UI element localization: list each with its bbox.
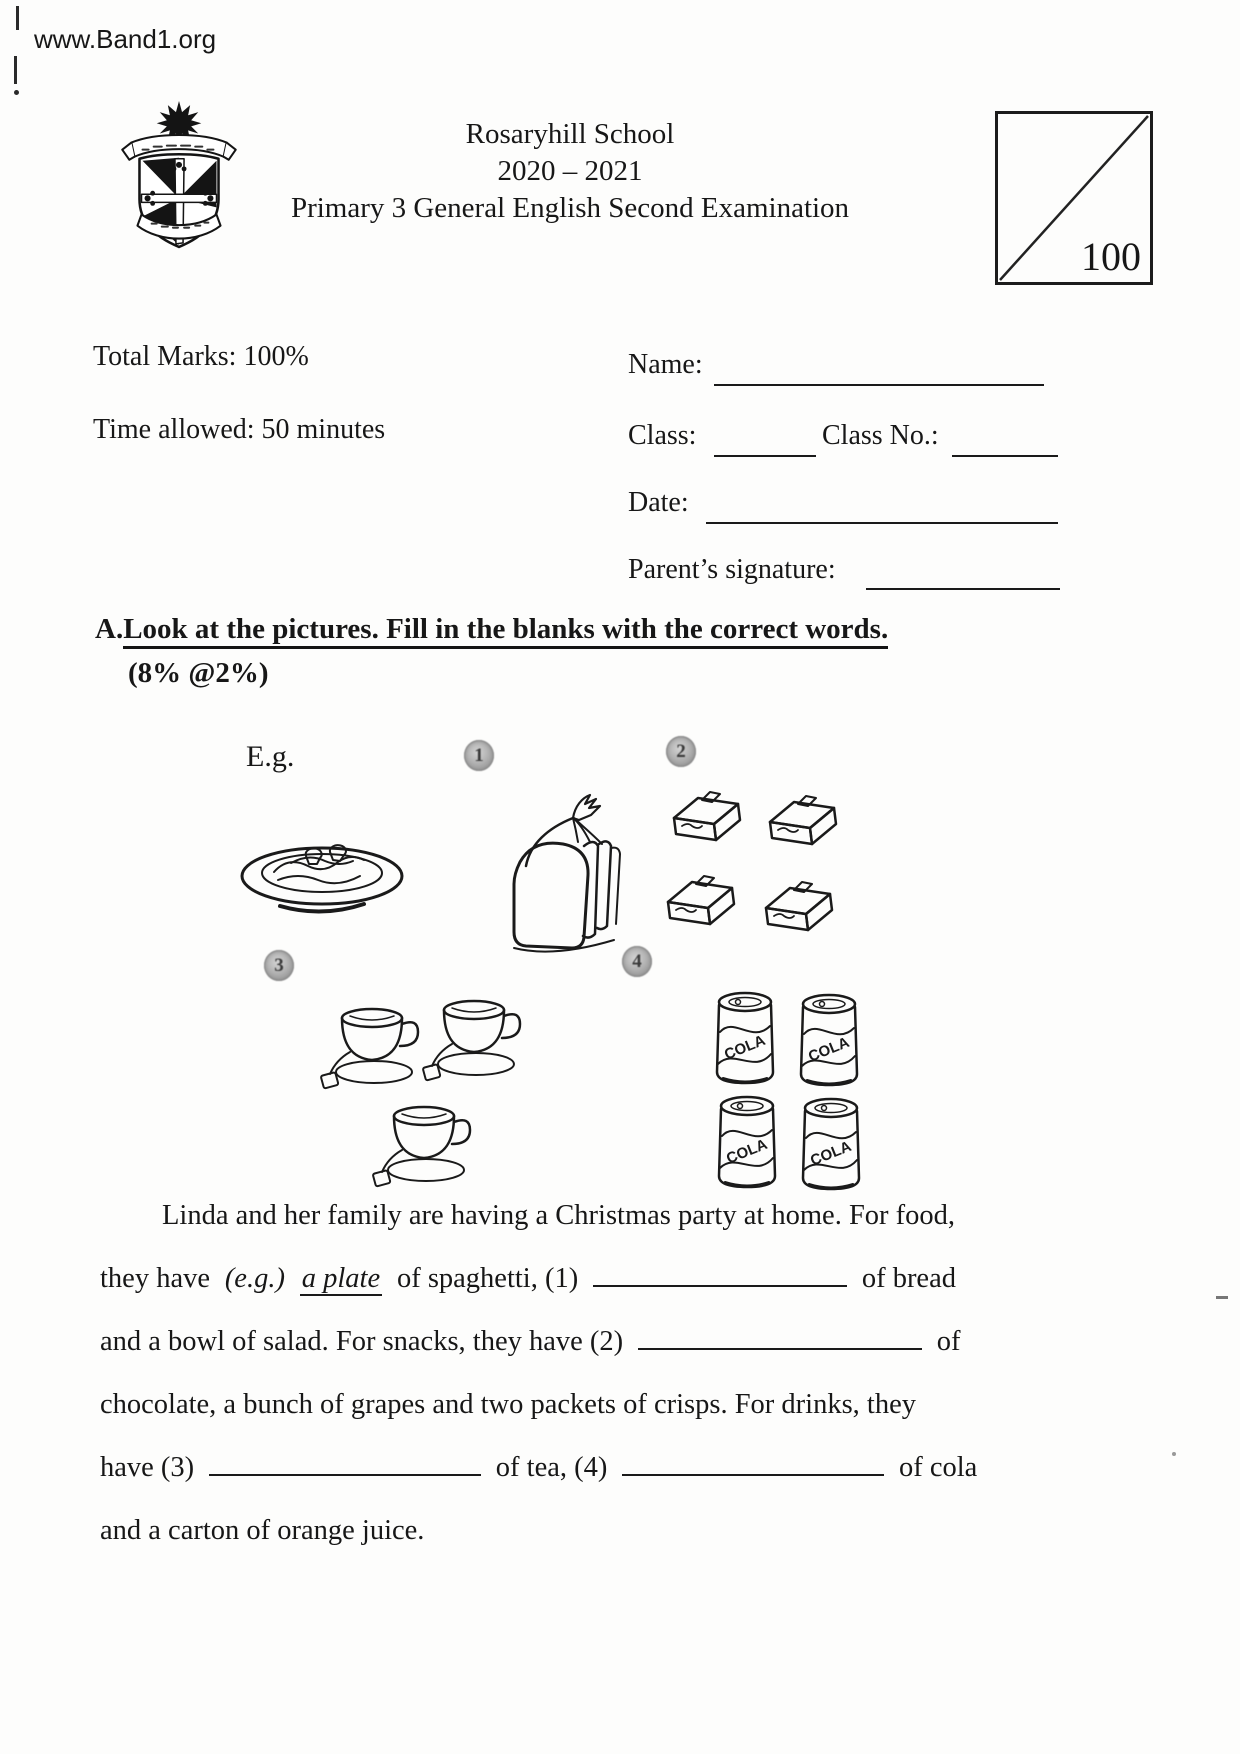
class-label: Class: xyxy=(628,420,697,451)
paragraph-line xyxy=(100,1326,1060,1389)
paragraph-text: of bread xyxy=(861,1263,956,1294)
class-no-line xyxy=(952,455,1058,457)
section-a-marks: (8% @2%) xyxy=(128,657,269,689)
score-total: 100 xyxy=(1081,234,1141,279)
paragraph-text: and a carton of orange juice. xyxy=(100,1515,425,1546)
parent-signature-line xyxy=(866,588,1060,590)
paragraph-text: Linda and her family are having a Christmas party at home. For food, xyxy=(162,1200,956,1231)
paragraph-text: chocolate, a bunch of grapes and two packets of crisps. For drinks, they xyxy=(100,1389,916,1420)
paragraph-line xyxy=(100,1200,1060,1263)
paragraph-line xyxy=(100,1389,1060,1452)
answer-blank-2 xyxy=(638,1343,922,1350)
chocolate-bars-illustration xyxy=(662,788,854,956)
paragraph-text: of tea, (4) xyxy=(495,1452,608,1483)
answer-blank-1 xyxy=(593,1280,847,1287)
scan-artifact xyxy=(14,56,17,84)
date-line xyxy=(706,522,1058,524)
exam-title: Primary 3 General English Second Examination xyxy=(290,192,850,224)
tea-cups-illustration xyxy=(318,992,543,1207)
total-marks: Total Marks: 100% xyxy=(93,341,309,372)
scan-artifact xyxy=(1216,1296,1228,1299)
example-label: E.g. xyxy=(246,740,295,773)
bread-loaf-illustration xyxy=(478,782,626,966)
paragraph-line xyxy=(100,1452,1060,1515)
name-line xyxy=(714,384,1044,386)
item-number-3: 3 xyxy=(264,950,294,981)
class-no-label: Class No.: xyxy=(822,420,939,451)
date-label: Date: xyxy=(628,487,689,518)
section-a-heading-text: Look at the pictures. Fill in the blanks with the correct words. xyxy=(123,613,888,649)
paragraph-text: have (3) xyxy=(100,1452,195,1483)
exam-header xyxy=(170,116,970,227)
time-allowed: Time allowed: 50 minutes xyxy=(93,414,386,445)
class-line xyxy=(714,455,816,457)
example-abbrev: (e.g.) xyxy=(224,1263,285,1294)
section-a-heading xyxy=(95,613,888,646)
paragraph-text: and a bowl of salad. For snacks, they have (2) xyxy=(100,1326,624,1357)
cola-cans-illustration xyxy=(712,990,884,1202)
watermark: www.Band1.org xyxy=(34,24,217,54)
fill-in-paragraph xyxy=(100,1200,1060,1578)
parent-signature-label: Parent’s signature: xyxy=(628,554,836,585)
paragraph-text: they have xyxy=(100,1263,210,1294)
paragraph-text: of cola xyxy=(898,1452,978,1483)
score-box xyxy=(995,111,1153,285)
item-number-1: 1 xyxy=(464,740,494,771)
scan-artifact xyxy=(14,90,19,95)
example-answer: a plate xyxy=(301,1263,381,1294)
school-name: Rosaryhill School xyxy=(465,118,675,150)
name-label: Name: xyxy=(628,349,703,380)
item-number-4: 4 xyxy=(622,946,652,977)
scan-artifact xyxy=(1172,1452,1176,1456)
paragraph-text: of xyxy=(936,1326,961,1357)
paragraph-line xyxy=(100,1263,1060,1326)
answer-blank-4 xyxy=(622,1469,884,1476)
paragraph-text: of spaghetti, (1) xyxy=(396,1263,579,1294)
spaghetti-plate-illustration xyxy=(236,818,408,922)
answer-blank-3 xyxy=(209,1469,481,1476)
item-number-2: 2 xyxy=(666,736,696,767)
school-year: 2020 – 2021 xyxy=(497,155,643,187)
scan-artifact xyxy=(16,6,19,30)
section-a-number: A. xyxy=(95,613,124,645)
paragraph-line xyxy=(100,1515,1060,1578)
